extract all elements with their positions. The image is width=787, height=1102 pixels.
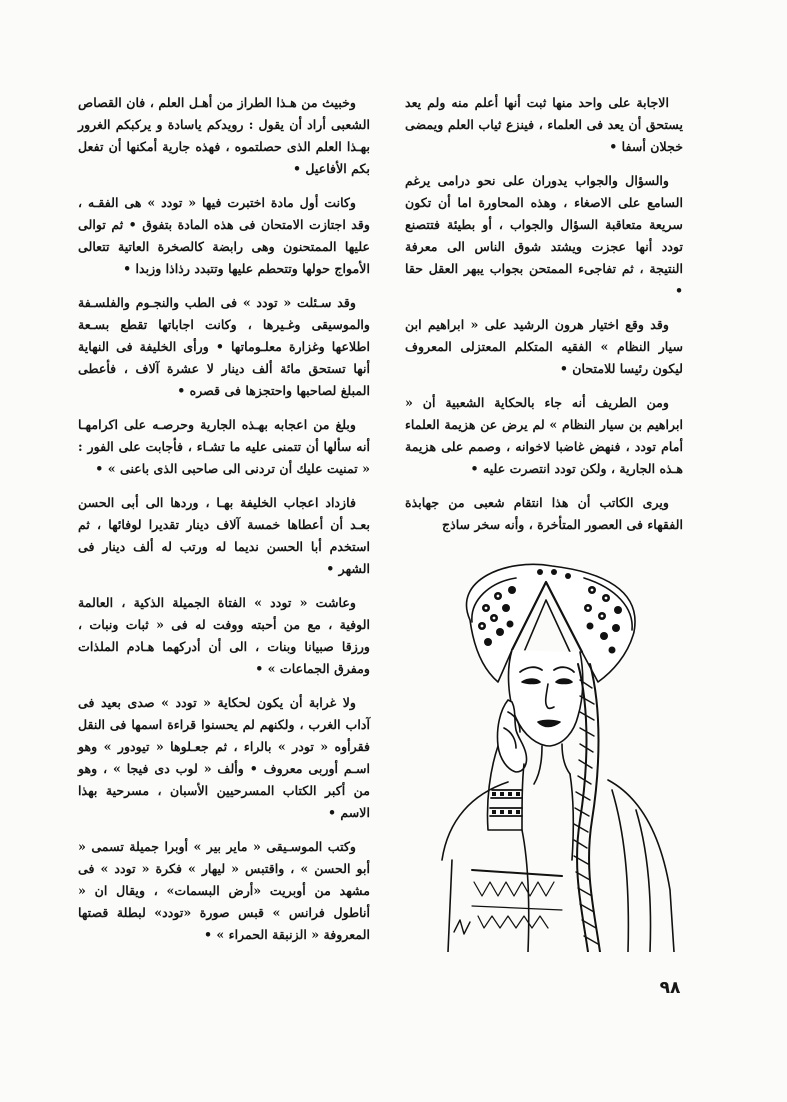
paragraph: وبلغ من اعجابه بهـذه الجارية وحرصـه على اكرامهـا أنه سألها أن تتمنى عليه ما تشـاء ، فأجابت على الفور : « تمنيت عليك أن تردنى الى صاحبى الذى باعنى » • <box>78 417 370 476</box>
right-text-column <box>405 92 683 548</box>
left-text-column <box>78 92 370 958</box>
paragraph: وقد سـئلت « تودد » فى الطب والنجـوم والفلسـفة والموسيقى وغـيرها ، وكانت اجاباتها تقطع بسـعة اطلاعها وغزارة معلـوماتها • ورأى الخليفة فى النهاية أنها تستحق مائة ألف دينار لا عشرة آلاف ، فأعطى المبلغ لصاحبها واحتجزها فى قصره • <box>78 295 370 398</box>
paragraph: وقد وقع اختيار هرون الرشيد على « ابراهيم ابن سيار النظام » الفقيه المتكلم المعتزلى المعروف ليكون رئيسا للامتحان • <box>405 317 683 376</box>
paragraph: وعاشت « تودد » الفتاة الجميلة الذكية ، العالمة الوفية ، مع من أحبته ووفت له فى « ثبات ونبات ، ورزقا صبيانا وبنات ، الى أن أدركهما هـادم الملذات ومفرق الجماعات » • <box>78 595 370 676</box>
woman-illustration <box>412 560 680 952</box>
paragraph: ويرى الكاتب أن هذا انتقام شعبى من جهابذة الفقهاء فى العصور المتأخرة ، وأنه سخر ساذج <box>405 495 683 532</box>
paragraph: وكانت أول مادة اختبرت فيها « تودد » هى الفقـه ، وقد اجتازت الامتحان فى هذه المادة بتفوق • ثم توالى عليها الممتحنون وهى رابضة كالصخرة العاتية تتعالى الأمواج حولها وتتحطم عليها وتتبدد رذاذا وزبدا • <box>78 195 370 276</box>
paragraph: وخبيث من هـذا الطراز من أهـل العلم ، فان القصاص الشعبى أراد أن يقول : رويدكم ياسادة و يركبكم الغرور بهـذا العلم الذى حصلتموه ، فهذه جارية أمكنها أن تفعل بكم الأفاعيل • <box>78 95 370 176</box>
page-number: ٩٨ <box>659 978 681 998</box>
paragraph: ولا غرابة أن يكون لحكاية « تودد » صدى بعيد فى آداب الغرب ، ولكنهم لم يحسنوا قراءة اسمها فى النقل فقرأوه « تودر » بالراء ، ثم جعـلوها « تيودور » وهو اسـم أوربى معروف • وألف « لوب دى فيجا » ، وهو من أكبر الكتاب المسرحيين الأسبان ، مسرحية بهذا الاسم • <box>78 695 370 820</box>
paragraph: الاجابة على واحد منها ثبت أنها أعلم منه ولم يعد يستحق أن يعد فى العلماء ، فينزع ثياب العلم ويمضى خجلان أسفا • <box>405 95 683 154</box>
paragraph: ومن الطريف أنه جاء بالحكاية الشعبية أن « ابراهيم بن سيار النظام » لم يرض عن هزيمة العلماء أمام تودد ، فنهض غاضبا لاخوانه ، وصمم على هزيمة هـذه الجارية ، ولكن تودد انتصرت عليه • <box>405 395 683 476</box>
paragraph: وكتب الموسـيقى « ماير بير » أوبرا جميلة تسمى « أبو الحسن » ، واقتبس « ليهار » فكرة « تودد » فى مشهد من أوبريت «أرض البسمات» ، ويقال ان « أناطول فرانس » قبس صورة «تودد» لبطلة قصتها المعروفة « الزنبقة الحمراء » • <box>78 839 370 942</box>
paragraph: والسؤال والجواب يدوران على نحو درامى يرغم السامع على الاصغاء ، وهذه المحاورة اما أن تكون سريعة متعاقبة السؤال والجواب ، أو بطيئة فتتصنع تودد أنها عجزت ويشتد شوق الناس الى معرفة النتيجة ، ثم تفاجىء الممتحن بجواب يبهر العقل حقا • <box>405 173 683 298</box>
paragraph: فازداد اعجاب الخليفة بهـا ، وردها الى أبى الحسن بعـد أن أعطاها خمسة آلاف دينار تقديرا لوفائها ، ثم استخدم أبا الحسن نديما له ورتب له ألف دينار فى الشهر • <box>78 495 370 576</box>
